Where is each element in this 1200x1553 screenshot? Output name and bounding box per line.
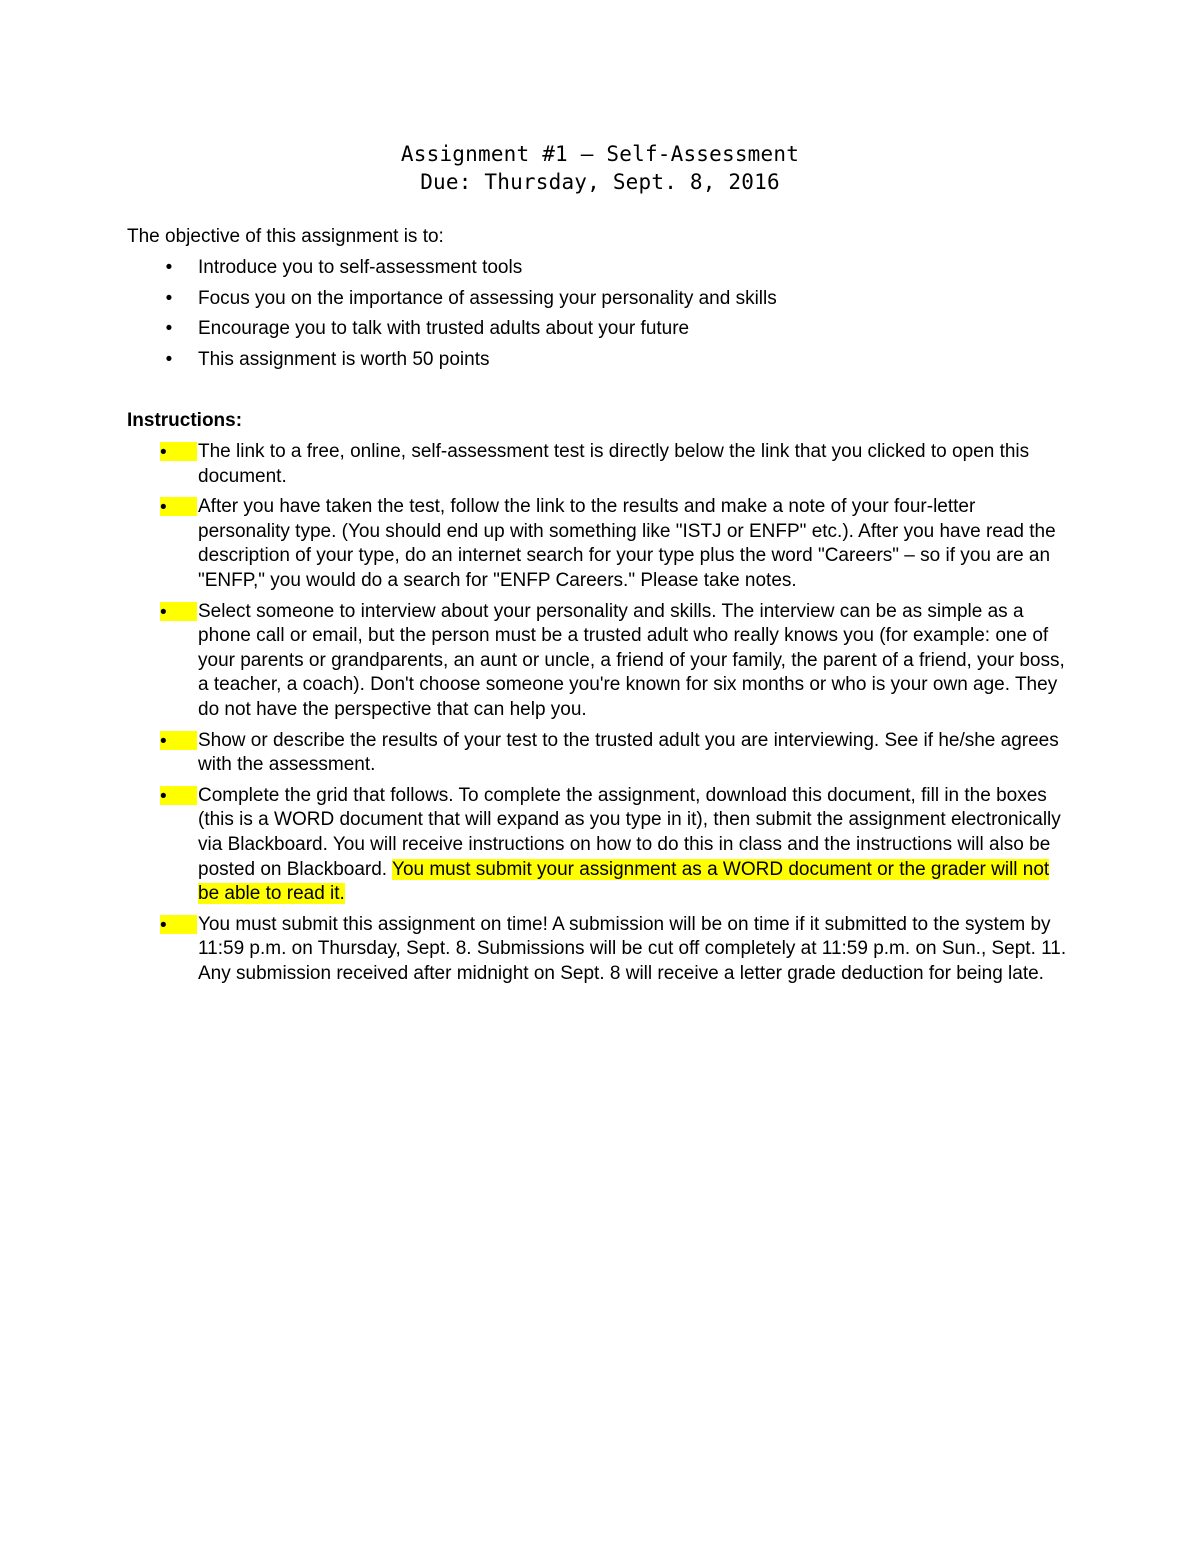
bullet-icon: • xyxy=(165,257,173,278)
instruction-text: You must submit this assignment on time! A submission will be on time if it submitted to the system by 11:59 p.m. on Thursday, Sept. 8. Submissions will be cut off completely at 11:59 p.m. on Sun., Sept. 11. Any submission received after midnight on Sept. 8 will receive a letter grade deduction for being late. xyxy=(198,913,1067,984)
instruction-text: After you have taken the test, follow the link to the results and make a note of your four-letter personality type. (You should end up with something like "ISTJ or ENFP" etc.). After you have read the description of your type, do an internet search for your type plus the word "Careers" – so if you are an "ENFP," you would do a search for "ENFP Careers." Please take notes. xyxy=(198,496,1056,591)
objective-item xyxy=(127,287,1077,312)
document-title: Assignment #1 – Self-Assessment xyxy=(400,142,800,166)
instruction-text: Complete the grid that follows. To complete the assignment, download this document, fill in the boxes (this is a WORD document that will expand as you type in it), then submit the assignment electronically via Blackboard. You will receive instructions on how to do this in class and the instructions will also be posted on Blackboard. xyxy=(198,784,1061,880)
bullet-icon: • xyxy=(165,348,173,370)
highlighted-bullet-icon: • xyxy=(160,786,197,805)
objective-intro: The objective of this assignment is to: xyxy=(127,226,444,247)
instruction-item xyxy=(127,440,1072,489)
instruction-item xyxy=(127,913,1072,987)
highlighted-requirement: You must submit your assignment as a WORD document or the grader will not be able to read it. xyxy=(198,858,1050,905)
due-date: Due: Thursday, Sept. 8, 2016 xyxy=(420,170,780,194)
instructions-heading: Instructions: xyxy=(127,410,243,431)
objective-text: This assignment is worth 50 points xyxy=(198,348,490,370)
objective-item xyxy=(127,256,1077,281)
objective-text: Encourage you to talk with trusted adults about your future xyxy=(198,318,690,339)
instruction-item xyxy=(127,729,1072,778)
objective-list xyxy=(127,256,1077,378)
objective-text: Focus you on the importance of assessing your personality and skills xyxy=(198,287,777,309)
title-block xyxy=(0,140,1200,196)
instruction-text: The link to a free, online, self-assessment test is directly below the link that you clicked to open this document. xyxy=(198,441,1030,487)
instruction-item xyxy=(127,784,1072,907)
objective-text: Introduce you to self-assessment tools xyxy=(198,257,523,278)
objective-item xyxy=(127,348,1077,373)
highlighted-bullet-icon: • xyxy=(160,442,197,461)
bullet-icon: • xyxy=(165,318,173,339)
instruction-text: Show or describe the results of your test to the trusted adult you are interviewing. See if he/she agrees with the assessment. xyxy=(198,729,1059,776)
highlighted-bullet-icon: • xyxy=(160,497,197,516)
instruction-item xyxy=(127,600,1072,723)
instruction-text: Select someone to interview about your personality and skills. The interview can be as simple as a phone call or email, but the person must be a trusted adult who really knows you (for example: one of your parents or grandparents, an aunt or uncle, a friend of your family, the parent of a friend, your boss, a teacher, a coach). Don't choose someone you're known for six months or who is your own age. They do not have the perspective that can help you. xyxy=(198,600,1065,720)
highlighted-bullet-icon: • xyxy=(160,731,197,750)
instructions-list xyxy=(127,440,1072,992)
bullet-icon: • xyxy=(165,287,173,309)
objective-item xyxy=(127,317,1077,342)
instruction-item xyxy=(127,495,1072,593)
highlighted-bullet-icon: • xyxy=(160,602,197,621)
highlighted-bullet-icon: • xyxy=(160,915,197,934)
